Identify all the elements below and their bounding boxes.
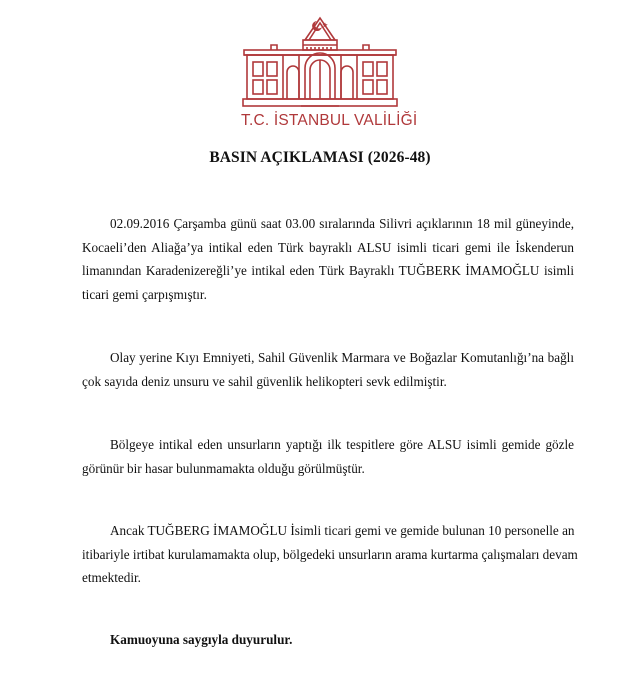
paragraph-2 [82, 346, 574, 393]
paragraph-line: etmektedir. [82, 570, 141, 585]
paragraph-line: Ancak TUĞBERG İMAMOĞLU İsimli ticari gemi ve gemide bulunan 10 personelle an [110, 523, 575, 538]
paragraph-line: limanından Karadenizereğli’ye intikal eden Türk Bayraklı TUĞBERK İMAMOĞLU isimli [82, 263, 574, 278]
paragraph-line: itibariyle irtibat kurulamamakta olup, bölgedeki unsurların arama kurtarma çalışmaları devam [82, 546, 578, 562]
paragraph-line: ticari gemi çarpışmıştır. [82, 286, 207, 302]
paragraph-1 [82, 212, 574, 306]
closing-line: Kamuoyuna saygıyla duyurulur. [110, 632, 293, 647]
institution-name: T.C. İSTANBUL VALİLİĞİ [241, 112, 418, 129]
paragraph-line: Bölgeye intikal eden unsurların yaptığı ilk tespitlere göre ALSU isimli gemide gözle [110, 437, 574, 452]
governorship-logo [241, 14, 418, 134]
istanbul-governorship-building-logo [241, 14, 399, 110]
paragraph-line: 02.09.2016 Çarşamba günü saat 03.00 sıralarında Silivri açıklarının 18 mil güneyinde, [110, 216, 574, 231]
paragraph-4 [82, 519, 578, 590]
paragraph-line: Olay yerine Kıyı Emniyeti, Sahil Güvenlik Marmara ve Boğazlar Komutanlığı’na bağlı [110, 350, 574, 365]
paragraph-line: çok sayıda deniz unsuru ve sahil güvenlik helikopteri sevk edilmiştir. [82, 373, 447, 389]
paragraph-line: Kocaeli’den Aliağa’ya intikal eden Türk bayraklı ALSU isimli ticari gemi ile İskenderun [82, 239, 574, 255]
paragraph-line: görünür bir hasar bulunmamakta olduğu görülmüştür. [82, 460, 365, 476]
paragraph-3 [82, 433, 574, 480]
document-title: BASIN AÇIKLAMASI (2026-48) [209, 149, 431, 166]
